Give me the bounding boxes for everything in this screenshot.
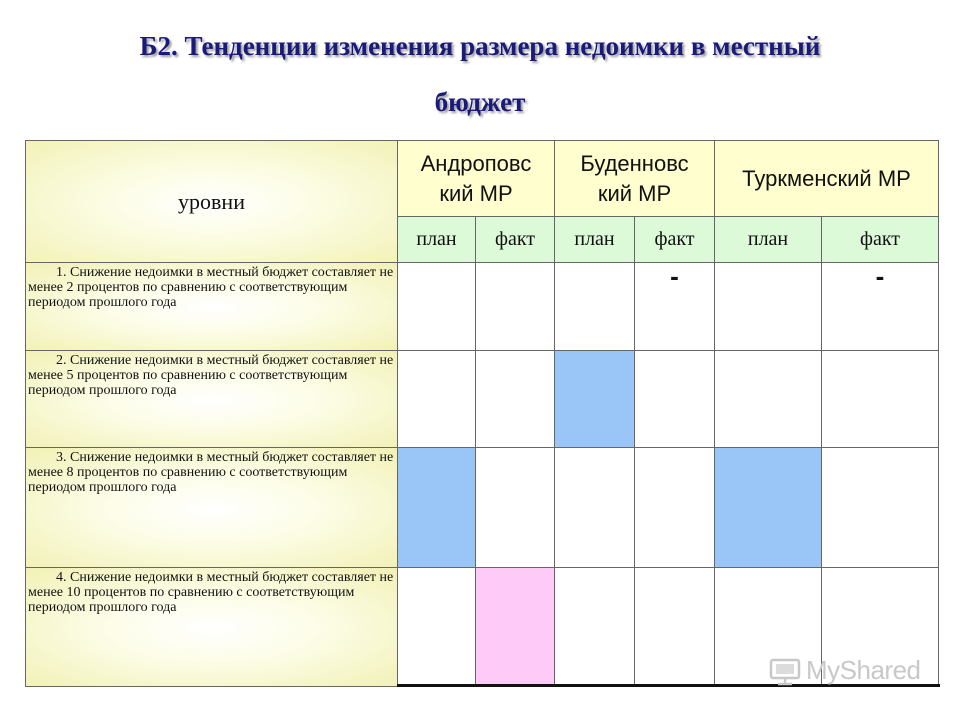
- value-cell: [715, 351, 822, 448]
- value-cell: [476, 448, 555, 568]
- criterion-number: 1.: [56, 265, 67, 280]
- subheader-fact: факт: [476, 217, 555, 263]
- value-cell: [822, 351, 939, 448]
- district-header-andropovsky: [398, 141, 555, 217]
- table-row: [26, 351, 939, 448]
- criterion-number: 4.: [56, 570, 67, 585]
- district-header-budennovsky: [555, 141, 715, 217]
- value-cell: [555, 568, 635, 687]
- subheader-fact: факт: [635, 217, 715, 263]
- trend-table: [25, 140, 939, 687]
- subheader-plan: план: [555, 217, 635, 263]
- value-cell-blue: [555, 351, 635, 448]
- value-cell: [555, 263, 635, 351]
- value-cell-pink: [476, 568, 555, 687]
- watermark-text: MyShared: [806, 655, 921, 685]
- district-name-line: Андроповс: [420, 150, 532, 176]
- value-cell: [398, 568, 476, 687]
- watermark: [768, 655, 921, 686]
- district-header-turkmensky: [715, 141, 939, 217]
- subheader-plan: план: [398, 217, 476, 263]
- value-cell: [822, 448, 939, 568]
- criterion-number: 3.: [56, 450, 67, 465]
- criterion-text: Снижение недоимки в местный бюджет составляет не менее 8 процентов по сравнению с соответствующим периодом прошлого года: [28, 450, 394, 495]
- subheader-fact: факт: [822, 217, 939, 263]
- slide-title-line1: Б2. Тенденции изменения размера недоимки в местный: [139, 31, 821, 61]
- value-cell-blue: [398, 448, 476, 568]
- slide-title: [0, 18, 960, 130]
- criterion-cell: [26, 448, 398, 568]
- value-cell: [635, 568, 715, 687]
- presentation-board-icon: [768, 656, 802, 686]
- criterion-text: Снижение недоимки в местный бюджет составляет не менее 10 процентов по сравнению с соответствующим периодом прошлого года: [28, 570, 394, 615]
- dash-mark: -: [670, 261, 679, 291]
- criterion-cell: [26, 351, 398, 448]
- criterion-cell: [26, 263, 398, 351]
- criterion-number: 2.: [56, 353, 67, 368]
- subheader-plan: план: [715, 217, 822, 263]
- district-name-line: Буденновс: [580, 150, 689, 176]
- district-name-line: кий МР: [439, 180, 513, 206]
- value-cell: [555, 448, 635, 568]
- table-row: [26, 263, 939, 351]
- criterion-text: Снижение недоимки в местный бюджет составляет не менее 5 процентов по сравнению с соответствующим периодом прошлого года: [28, 353, 394, 398]
- slide-title-line2: бюджет: [434, 87, 526, 117]
- district-name-line: Туркменский МР: [742, 165, 911, 191]
- value-cell: [715, 263, 822, 351]
- value-cell: [476, 263, 555, 351]
- levels-label: уровни: [178, 188, 245, 214]
- table-row: [26, 448, 939, 568]
- value-cell: [635, 351, 715, 448]
- dash-mark: -: [875, 261, 885, 291]
- value-cell: [635, 263, 715, 351]
- district-name-line: кий МР: [597, 180, 672, 206]
- value-cell: [398, 351, 476, 448]
- value-cell: [822, 263, 939, 351]
- criterion-text: Снижение недоимки в местный бюджет составляет не менее 2 процентов по сравнению с соответствующим периодом прошлого года: [28, 265, 394, 310]
- value-cell: [476, 351, 555, 448]
- value-cell: [398, 263, 476, 351]
- criterion-cell: [26, 568, 398, 687]
- value-cell-blue: [715, 448, 822, 568]
- levels-header: [26, 141, 398, 263]
- value-cell: [635, 448, 715, 568]
